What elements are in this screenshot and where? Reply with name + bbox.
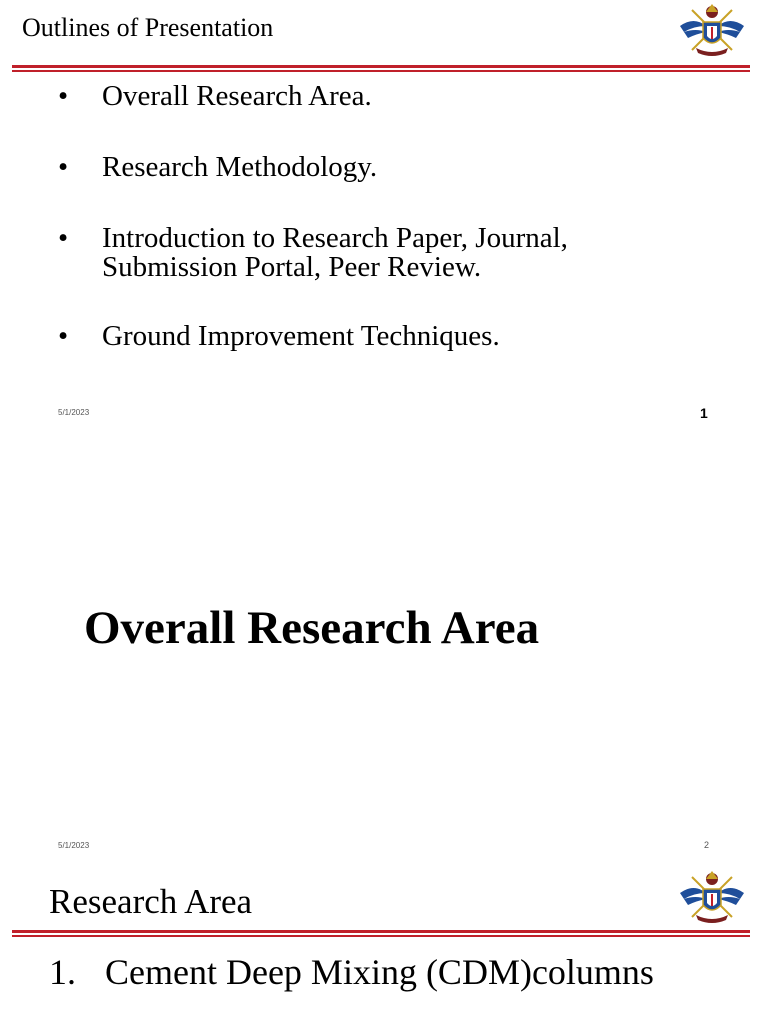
slide2-date: 5/1/2023 [58, 841, 90, 850]
slide3-top-rule-secondary [12, 935, 750, 937]
slide1-top-rule-secondary [12, 70, 750, 72]
slide3-title: Research Area [49, 882, 253, 921]
slide3-top-rule [12, 930, 750, 933]
slide1-date: 5/1/2023 [58, 408, 90, 417]
bullet-marker: • [58, 80, 69, 112]
slide3-item-number: 1. [49, 952, 76, 992]
institution-crest-icon [674, 869, 750, 927]
bullet-text: Research Methodology. [102, 151, 378, 183]
bullet-text: Ground Improvement Techniques. [102, 320, 500, 352]
slide2-title: Overall Research Area [84, 602, 540, 654]
slide1-top-rule [12, 65, 750, 68]
slide2-page-number: 2 [704, 840, 710, 850]
bullet-text: Introduction to Research Paper, Journal, Submission Portal, Peer Review. [102, 222, 568, 283]
bullet-text: Overall Research Area. [102, 80, 372, 112]
bullet-marker: • [58, 320, 69, 352]
slide1-page-number: 1 [700, 405, 708, 421]
bullet-marker: • [58, 222, 69, 254]
bullet-marker: • [58, 151, 69, 183]
slide1-title: Outlines of Presentation [22, 13, 274, 42]
institution-crest-icon [674, 2, 750, 60]
slide3-item-text: Cement Deep Mixing (CDM)columns [105, 952, 654, 992]
